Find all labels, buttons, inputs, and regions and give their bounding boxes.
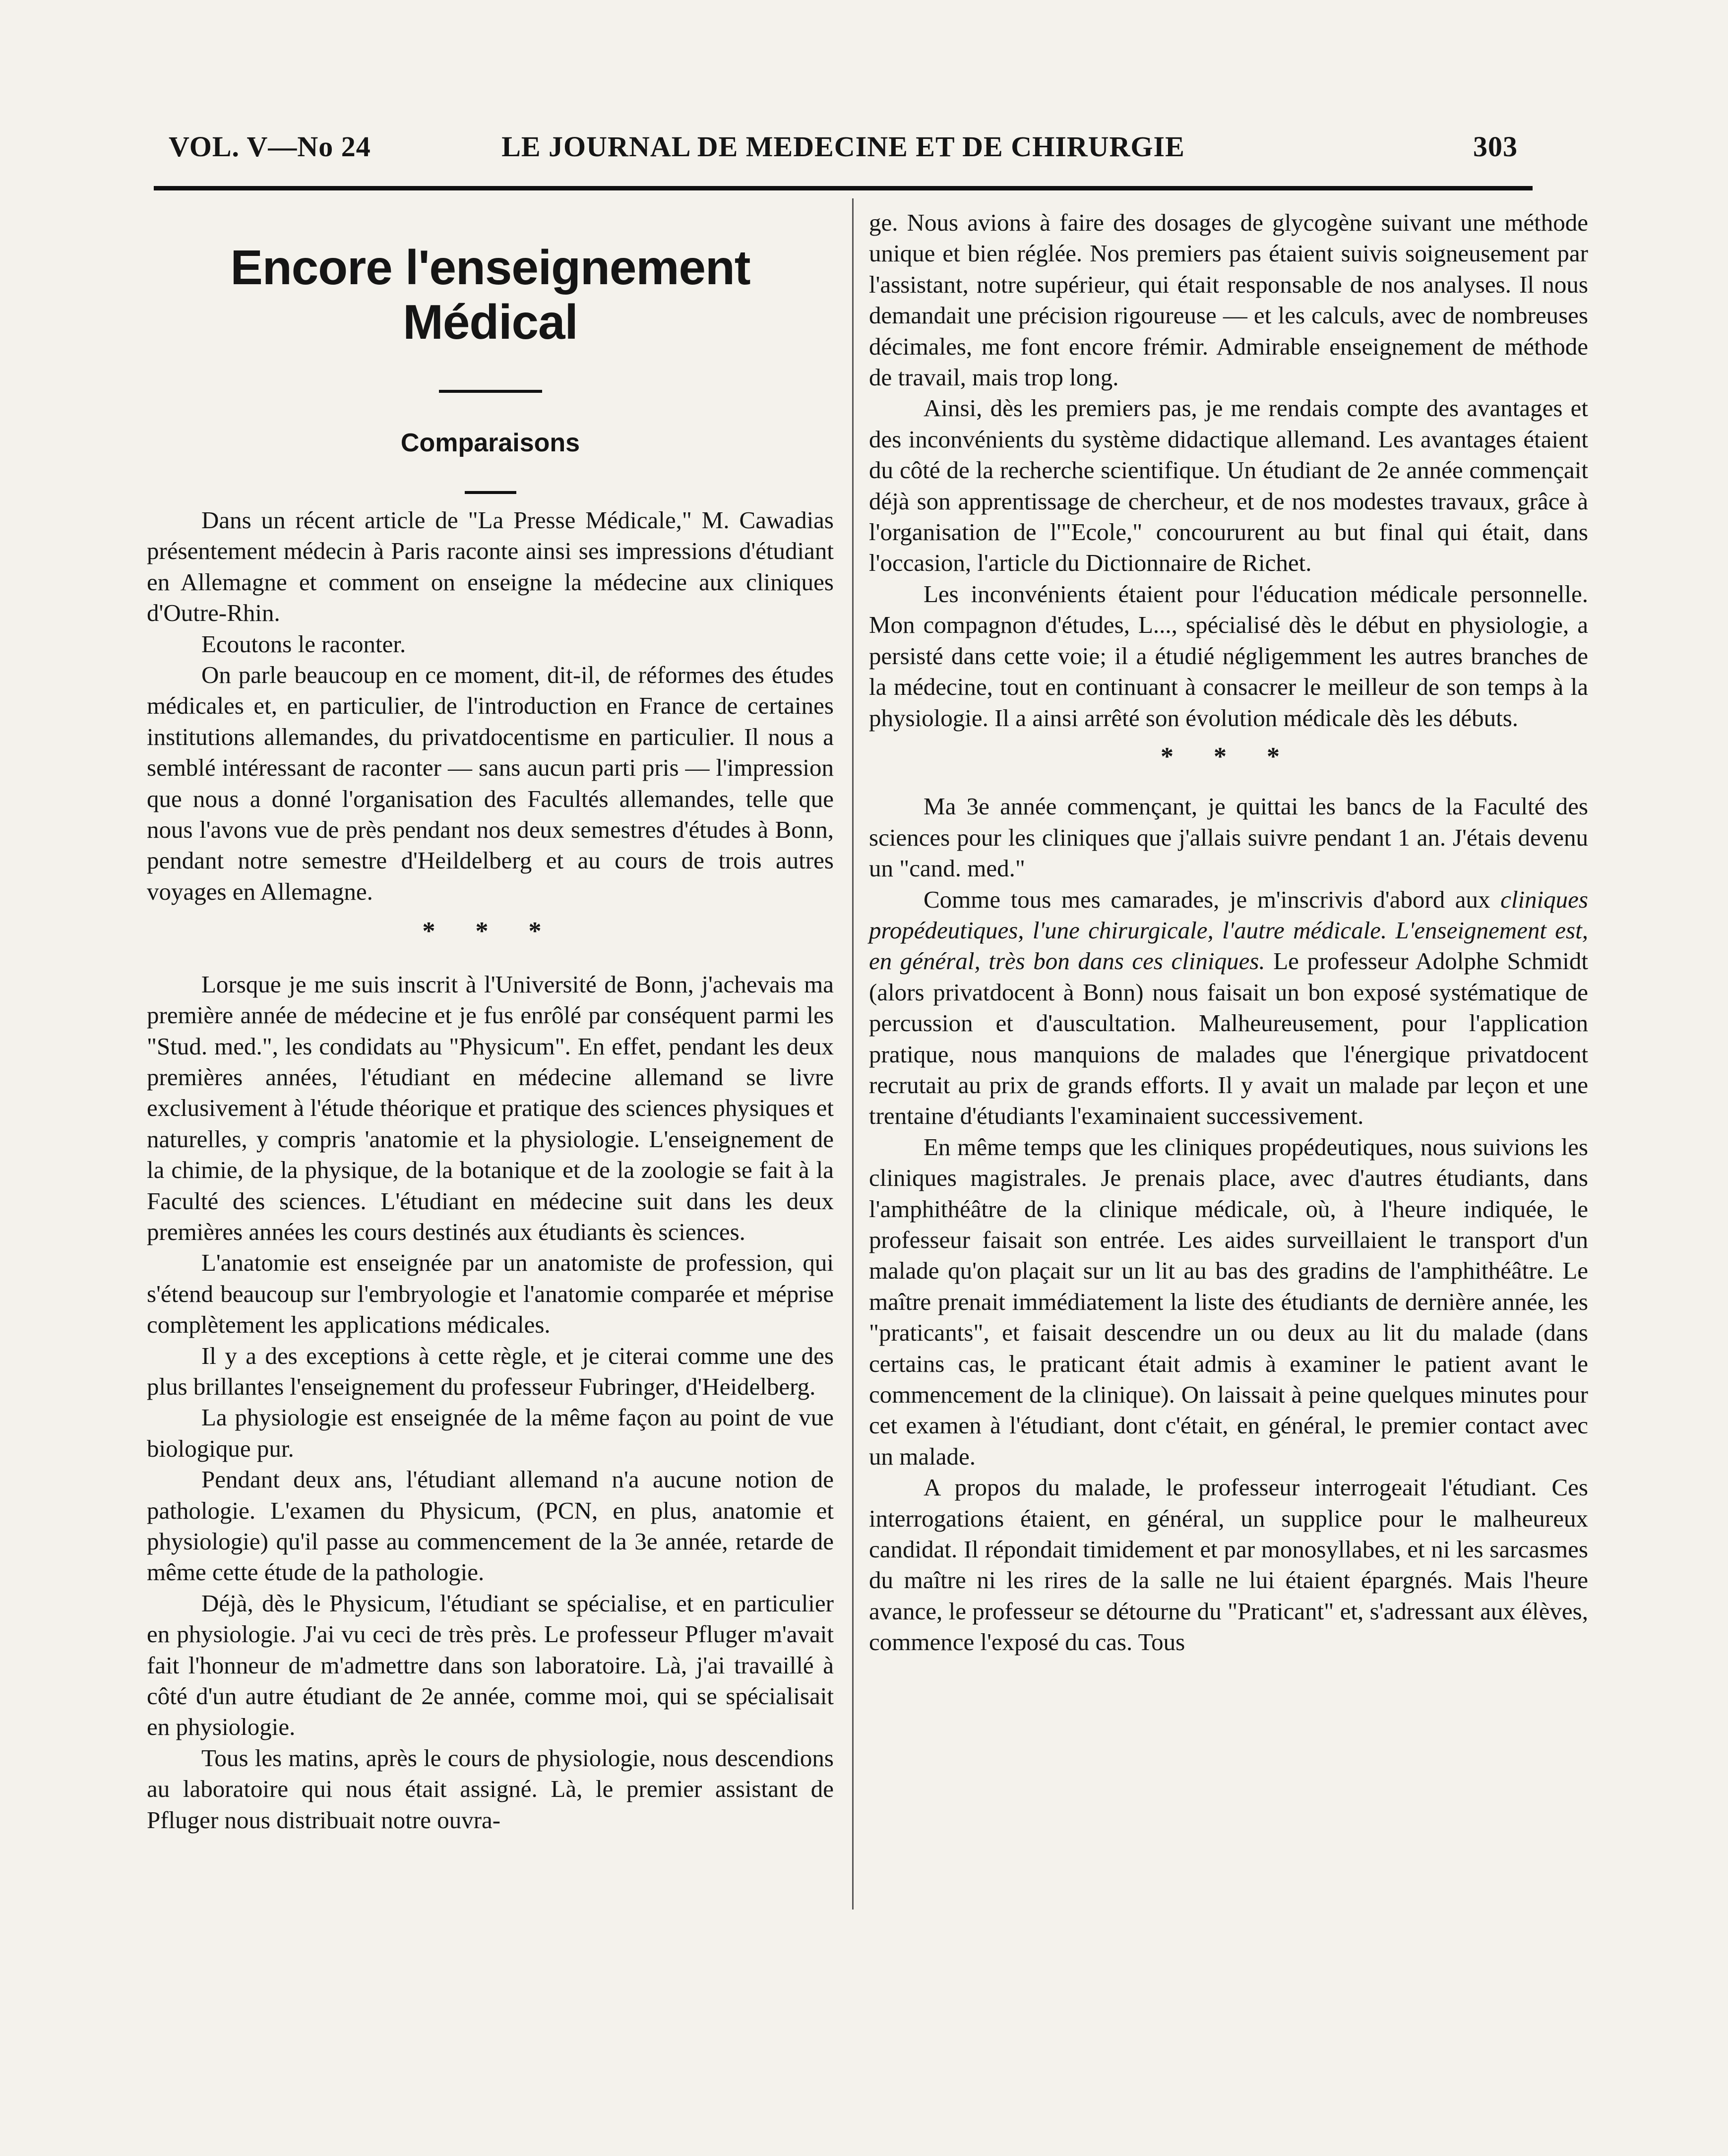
- column-divider: [852, 198, 854, 1910]
- italic-text: cliniques propédeutiques, l'une chirurgicale, l'autre médicale. L'enseignement est, en général, très bon dans ces cliniques.: [869, 885, 1588, 975]
- paragraph: En même temps que les cliniques propédeutiques, nous suivions les cliniques magistrales. Je prenais place, avec d'autres étudiants, dans l'amphithéâtre de la clinique médicale, où, à l'heure indiquée, le professeur faisait son entrée. Les aides surveillaient le transport d'un malade qu'on plaçait sur un lit au bas des gradins de l'amphithéâtre. Le maître prenait immédiatement la liste des étudiants de dernière année, les "praticants", et faisait descendre un ou deux au lit du malade (dans certains cas, le praticant était admis à examiner le patient avant le commencement de la clinique). On laissait à peine quelques minutes pour cet examen à l'étudiant, dont c'était, en général, le premier contact avec un malade.: [869, 1133, 1588, 1470]
- paragraph: Tous les matins, après le cours de physiologie, nous descendions au laboratoire qui nous était assigné. Là, le premier assistant de Pfluger nous distribuait notre ouvra-: [147, 1744, 834, 1834]
- paragraph: Lorsque je me suis inscrit à l'Université de Bonn, j'achevais ma première année de médecine et je fus enrôlé par conséquent parmi les "Stud. med.", les condidats au "Physicum". En effet, pendant les deux premières années, l'étudiant en médecine allemand se livre exclusivement à l'étude théorique et pratique des sciences physiques et naturelles, y compris 'anatomie et la physiologie. L'enseignement de la chimie, de la physique, de la botanique et de la zoologie se fait à la Faculté des sciences. L'étudiant en médecine suit dans les deux premières années les cours destinés aux étudiants ès sciences.: [147, 970, 834, 1245]
- paragraph: Déjà, dès le Physicum, l'étudiant se spécialise, et en particulier en physiologie. J'ai vu ceci de très près. Le professeur Pfluger m'avait fait l'honneur de m'admettre dans son laboratoire. Là, j'ai travaillé à côté d'un autre étudiant de 2e année, comme moi, qui se spécialisait en physiologie.: [147, 1589, 834, 1741]
- section-separator: * * *: [422, 917, 558, 946]
- paragraph: Les inconvénients étaient pour l'éducation médicale personnelle. Mon compagnon d'études, L..., spécialisé dès le début en physiologie, a persisté dans cette voie; il a étudié négligemment les autres branches de la médecine, tout en continuant à consacrer le meilleur de son temps à la physiologie. Il a ainsi arrêté son évolution médicale dès les débuts.: [869, 580, 1588, 732]
- article-title: Encore l'enseignement Médical: [230, 240, 750, 349]
- paragraph: Ecoutons le raconter.: [201, 630, 406, 658]
- right-column: [869, 207, 1588, 1658]
- paragraph: Ma 3e année commençant, je quittai les bancs de la Faculté des sciences pour les cliniques que j'allais suivre pendant 1 an. J'étais devenu un "cand. med.": [869, 793, 1588, 882]
- paragraph: ge. Nous avions à faire des dosages de glycogène suivant une méthode unique et bien réglée. Nos premiers pas étaient suivis soigneusement par l'assistant, notre supérieur, qui était responsable de nos analyses. Il nous demandait une précision rigoureuse — et les calculs, avec de nombreuses décimales, me font encore frémir. Admirable enseignement de méthode de travail, mais trop long.: [869, 209, 1588, 391]
- paragraph: Il y a des exceptions à cette règle, et je citerai comme une des plus brillantes l'enseignement du professeur Fubringer, d'Heidelberg.: [147, 1342, 834, 1400]
- paragraph-text: Comme tous mes camarades, je m'inscrivis d'abord aux: [924, 885, 1501, 913]
- paragraph: La physiologie est enseignée de la même façon au point de vue biologique pur.: [147, 1404, 834, 1462]
- section-separator: * * *: [1161, 742, 1296, 771]
- volume-number: VOL. V—No 24: [169, 130, 371, 163]
- running-header: [169, 130, 1518, 165]
- paragraph: On parle beaucoup en ce moment, dit-il, de réformes des études médicales et, en particulier, de l'introduction en France de certaines institutions allemandes, du privatdocentisme en particulier. Il nous a semblé intéressant de raconter — sans aucun parti pris — l'impression que nous a donné l'organisation des Facultés allemandes, telle que nous l'avons vue de près pendant nos deux semestres d'études à Bonn, pendant notre semestre d'Heildelberg et au cours de trois autres voyages en Allemagne.: [147, 661, 834, 905]
- paragraph: Dans un récent article de "La Presse Médicale," M. Cawadias présentement médecin à Paris raconte ainsi ses impressions d'étudiant en Allemagne et comment on enseigne la médecine aux cliniques d'Outre-Rhin.: [147, 506, 834, 627]
- left-column: [147, 207, 834, 1836]
- paragraph: L'anatomie est enseignée par un anatomiste de profession, qui s'étend beaucoup sur l'embryologie et l'anatomie comparée et méprise complètement les applications médicales.: [147, 1249, 834, 1339]
- page-number: 303: [1473, 130, 1518, 163]
- paragraph: Ainsi, dès les premiers pas, je me rendais compte des avantages et des inconvénients du système didactique allemand. Les avantages étaient du côté de la recherche scientifique. Un étudiant de 2e année commençait déjà son apprentissage de chercheur, et de nos modestes travaux, grâce à l'organisation de l'"Ecole," concoururent au but final qui était, dans l'occasion, l'article du Dictionnaire de Richet.: [869, 394, 1588, 577]
- paragraph-text: Le professeur Adolphe Schmidt (alors privatdocent à Bonn) nous faisait un bon exposé systématique de percussion et d'auscultation. Malheureusement, pour l'application pratique, nous manquions de malades que l'énergique privatdocent recrutait au prix de grands efforts. Il y avait un malade par leçon et une trentaine d'étudiants l'examinaient successivement.: [869, 947, 1588, 1130]
- header-rule: [154, 186, 1533, 190]
- paragraph: A propos du malade, le professeur interrogeait l'étudiant. Ces interrogations étaient, en général, un supplice pour le malheureux candidat. Il répondait timidement et par monosyllabes, et ni les sarcasmes du maître ni les rires de la salle ne lui étaient épargnés. Mais l'heure avance, le professeur se détourne du "Praticant" et, s'adressant aux élèves, commence l'exposé du cas. Tous: [869, 1474, 1588, 1656]
- journal-title: LE JOURNAL DE MEDECINE ET DE CHIRURGIE: [501, 130, 1185, 163]
- paragraph: [869, 884, 1588, 1132]
- article-subtitle: Comparaisons: [400, 429, 580, 457]
- paragraph: Pendant deux ans, l'étudiant allemand n'a aucune notion de pathologie. L'examen du Physicum, (PCN, en plus, anatomie et physiologie) qu'il passe au commencement de la 3e année, retarde de même cette étude de la pathologie.: [147, 1466, 834, 1586]
